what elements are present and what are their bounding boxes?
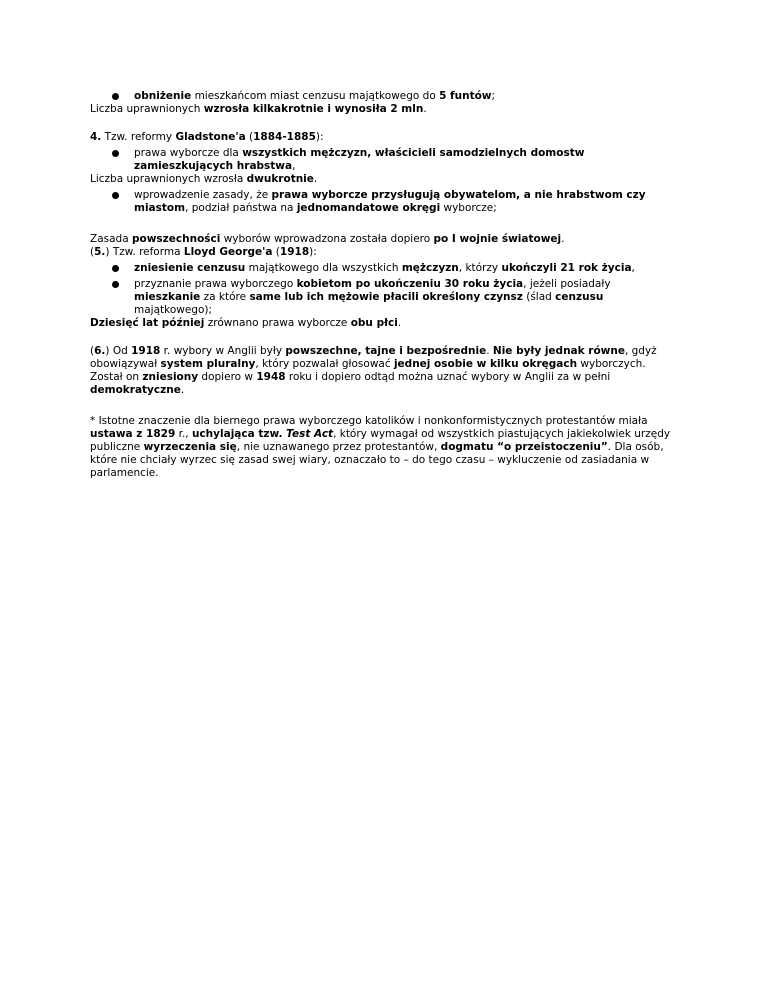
paragraph: Dziesięć lat później zrównano prawa wyborcze obu płci. — [90, 317, 402, 329]
bullet-icon — [112, 265, 119, 272]
document-page — [90, 90, 680, 480]
paragraph: Liczba uprawnionych wzrosła dwukrotnie. — [90, 173, 318, 185]
section-heading: 4. Tzw. reformy Gladstone'a (1884-1885): — [90, 131, 324, 143]
bullet-icon — [112, 93, 119, 100]
list-item: zniesienie cenzusu majątkowego dla wszystkich mężczyzn, którzy ukończyli 21 rok życia, — [90, 262, 680, 275]
bullet-icon — [112, 281, 119, 288]
list-item: obniżenie mieszkańcom miast cenzusu majątkowego do 5 funtów; — [90, 90, 680, 103]
footnote: * Istotne znaczenie dla biernego prawa wyborczego katolików i nonkonformistycznych protestantów miała ustawa z 1829 r., uchylająca tzw. Test Act, który wymagał od wszystkich piastujących jakiekolwiek urzędy publiczne wyrzeczenia się, nie uznawanego przez protestantów, dogmatu “o przeistoczeniu”. Dla osób, które nie chciały wyrzec się zasad swej wiary, oznaczało to – do tego czasu – wykluczenie od zasiadania w parlamencie. — [90, 415, 671, 479]
paragraph: Zasada powszechności wyborów wprowadzona została dopiero po I wojnie światowej. — [90, 233, 565, 245]
list-item: prawa wyborcze dla wszystkich mężczyzn, właścicieli samodzielnych domostw zamieszkujących hrabstwa, — [90, 147, 680, 173]
paragraph: (6.) Od 1918 r. wybory w Anglii były powszechne, tajne i bezpośrednie. Nie były jednak równe, gdyż obowiązywał system pluralny, który pozwalał głosować jednej osobie w kilku okręgach wyborczych. Został on zniesiony dopiero w 1948 roku i dopiero odtąd można uznać wybory w Anglii za w pełni demokratyczne. — [90, 345, 657, 396]
section-heading: (5.) Tzw. reforma Lloyd George'a (1918): — [90, 246, 317, 258]
list-item: przyznanie prawa wyborczego kobietom po ukończeniu 30 roku życia, jeżeli posiadały mieszkanie za które same lub ich mężowie płacili określony czynsz (ślad cenzusu majątkowego); — [90, 278, 680, 317]
bullet-icon — [112, 150, 119, 157]
list-item: wprowadzenie zasady, że prawa wyborcze przysługują obywatelom, a nie hrabstwom czy miastom, podział państwa na jednomandatowe okręgi wyborcze; — [90, 189, 680, 215]
bullet-icon — [112, 192, 119, 199]
paragraph: Liczba uprawnionych wzrosła kilkakrotnie i wynosiła 2 mln. — [90, 103, 427, 115]
